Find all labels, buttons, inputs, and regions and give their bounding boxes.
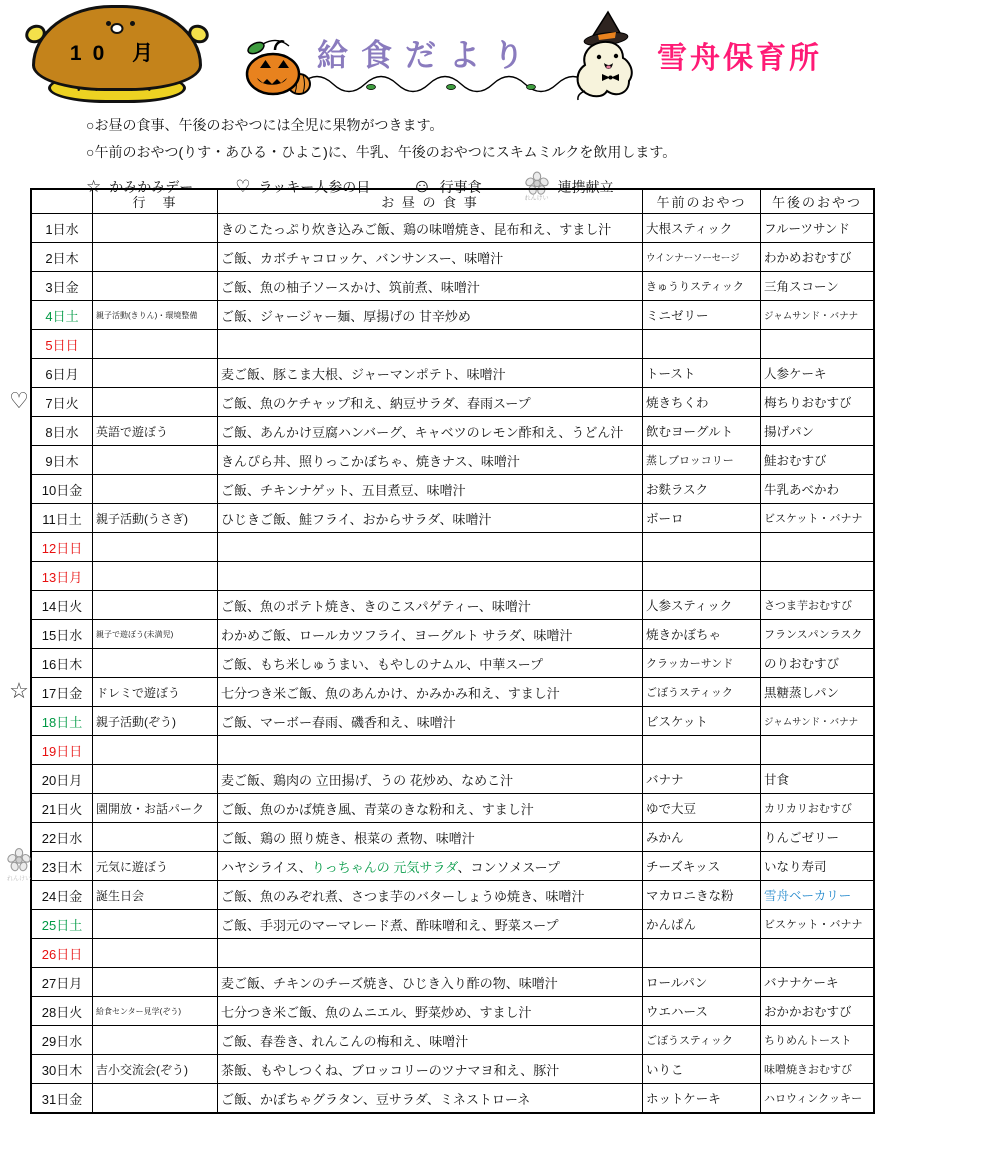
legend-label: かみかみデー xyxy=(109,178,194,195)
pm-snack-cell xyxy=(761,736,875,765)
date-cell: 6日月 xyxy=(31,359,93,388)
event-cell xyxy=(93,736,218,765)
pm-snack-cell: わかめおむすび xyxy=(761,243,875,272)
table-row xyxy=(31,649,874,678)
am-snack-cell: 焼きちくわ xyxy=(643,388,761,417)
heart-marker: ♡ xyxy=(9,387,29,413)
lunch-cell: ご飯、ジャージャー麺、厚揚げの 甘辛炒め xyxy=(218,301,643,330)
date-cell: 12日日 xyxy=(31,533,93,562)
table-row xyxy=(31,736,874,765)
lunch-cell: ご飯、かぼちゃグラタン、豆サラダ、ミネストローネ xyxy=(218,1084,643,1114)
lunch-cell xyxy=(218,562,643,591)
date-cell: 29日水 xyxy=(31,1026,93,1055)
date-cell: 28日火 xyxy=(31,997,93,1026)
lunch-cell: ご飯、魚の柚子ソースかけ、筑前煮、味噌汁 xyxy=(218,272,643,301)
date-cell: 22日水 xyxy=(31,823,93,852)
am-snack-cell xyxy=(643,533,761,562)
event-cell xyxy=(93,388,218,417)
pm-snack-cell: 三角スコーン xyxy=(761,272,875,301)
pm-snack-cell: ビスケット・バナナ xyxy=(761,910,875,939)
lunch-cell: ご飯、手羽元のマーマレード煮、酢味噌和え、野菜スープ xyxy=(218,910,643,939)
lunch-text: 、コンソメスープ xyxy=(457,859,560,875)
am-snack-cell: トースト xyxy=(643,359,761,388)
am-snack-cell xyxy=(643,736,761,765)
date-cell: 9日木 xyxy=(31,446,93,475)
event-cell xyxy=(93,1084,218,1114)
am-snack-cell: ミニゼリー xyxy=(643,301,761,330)
date-cell: 3日金 xyxy=(31,272,93,301)
event-cell xyxy=(93,910,218,939)
pm-snack-cell: ちりめんトースト xyxy=(761,1026,875,1055)
date-cell: 10日金 xyxy=(31,475,93,504)
am-snack-cell: かんぱん xyxy=(643,910,761,939)
month-label: 10 月 xyxy=(69,41,165,65)
am-snack-cell xyxy=(643,562,761,591)
am-snack-cell: チーズキッス xyxy=(643,852,761,881)
am-snack-cell: 蒸しブロッコリー xyxy=(643,446,761,475)
pm-snack-cell: 牛乳あべかわ xyxy=(761,475,875,504)
legend-label: ラッキー人参の日 xyxy=(258,178,371,195)
pm-snack-cell: のりおむすび xyxy=(761,649,875,678)
event-cell xyxy=(93,968,218,997)
pm-snack-cell: 鮭おむすび xyxy=(761,446,875,475)
table-row xyxy=(31,1026,874,1055)
pm-snack-cell: カリカリおむすび xyxy=(761,794,875,823)
pm-snack-cell xyxy=(761,939,875,968)
date-cell: 30日木 xyxy=(31,1055,93,1084)
lunch-cell: ご飯、春巻き、れんこんの梅和え、味噌汁 xyxy=(218,1026,643,1055)
am-snack-cell: お麩ラスク xyxy=(643,475,761,504)
event-cell xyxy=(93,562,218,591)
table-row xyxy=(31,591,874,620)
event-cell xyxy=(93,765,218,794)
date-cell: 31日金 xyxy=(31,1084,93,1114)
date-cell: 25日土 xyxy=(31,910,93,939)
am-snack-cell: ウエハース xyxy=(643,997,761,1026)
table-row xyxy=(31,388,874,417)
am-snack-cell: いりこ xyxy=(643,1055,761,1084)
table-row xyxy=(31,272,874,301)
date-cell: 23日木 xyxy=(31,852,93,881)
event-cell: 園開放・お話パーク xyxy=(93,794,218,823)
lunch-text-highlight: りっちゃんの 元気サラダ xyxy=(311,859,458,875)
pm-snack-cell: フランスパンラスク xyxy=(761,620,875,649)
am-snack-column-header: 午前のおやつ xyxy=(643,189,761,214)
pm-snack-cell: おかかおむすび xyxy=(761,997,875,1026)
pm-snack-cell: さつま芋おむすび xyxy=(761,591,875,620)
event-cell: ドレミで遊ぼう xyxy=(93,678,218,707)
event-cell: 元気に遊ぼう xyxy=(93,852,218,881)
am-snack-cell: バナナ xyxy=(643,765,761,794)
note-line: ○午前のおやつ(りす・あひる・ひよこ)に、牛乳、午後のおやつにスキムミルクを飲用します。 xyxy=(86,144,677,160)
pm-snack-cell: 梅ちりおむすび xyxy=(761,388,875,417)
event-cell xyxy=(93,359,218,388)
event-cell xyxy=(93,591,218,620)
am-snack-cell: クラッカーサンド xyxy=(643,649,761,678)
event-cell xyxy=(93,649,218,678)
am-snack-cell: ごぼうスティック xyxy=(643,678,761,707)
table-row xyxy=(31,620,874,649)
table-row xyxy=(31,475,874,504)
event-cell xyxy=(93,243,218,272)
date-cell: 11日土 xyxy=(31,504,93,533)
event-cell: 給食センター見学(ぞう) xyxy=(93,997,218,1026)
lunch-cell: 七分つき米ご飯、魚のあんかけ、かみかみ和え、すまし汁 xyxy=(218,678,643,707)
header-row xyxy=(31,189,874,214)
lunch-cell: ご飯、魚のポテト焼き、きのこスパゲティー、味噌汁 xyxy=(218,591,643,620)
event-cell xyxy=(93,1026,218,1055)
legend-label: 連携献立 xyxy=(557,178,614,195)
pm-snack-cell: ハロウィンクッキー xyxy=(761,1084,875,1114)
heart-icon: ♡ xyxy=(235,177,251,196)
event-cell: 誕生日会 xyxy=(93,881,218,910)
table-row xyxy=(31,823,874,852)
lunch-cell: ご飯、魚のケチャップ和え、納豆サラダ、春雨スープ xyxy=(218,388,643,417)
newsletter-title: 給食だより xyxy=(317,38,537,73)
event-cell xyxy=(93,272,218,301)
am-snack-cell xyxy=(643,939,761,968)
lunch-cell xyxy=(218,852,643,881)
table-row xyxy=(31,707,874,736)
ghost-icon xyxy=(561,8,643,102)
event-cell xyxy=(93,533,218,562)
event-cell xyxy=(93,475,218,504)
lunch-column-header: お 昼 の 食 事 xyxy=(218,189,643,214)
event-cell: 親子活動(きりん)・環境整備 xyxy=(93,301,218,330)
lunch-text: ハヤシライス、 xyxy=(221,859,312,875)
table-row xyxy=(31,794,874,823)
event-cell xyxy=(93,823,218,852)
pm-snack-cell: バナナケーキ xyxy=(761,968,875,997)
flower-caption: れんけい xyxy=(6,876,31,882)
table-row xyxy=(31,1055,874,1084)
lunch-cell: ご飯、鶏の 照り焼き、根菜の 煮物、味噌汁 xyxy=(218,823,643,852)
event-cell: 親子活動(うさぎ) xyxy=(93,504,218,533)
date-cell: 27日月 xyxy=(31,968,93,997)
lunch-cell: 麦ご飯、鶏肉の 立田揚げ、うの 花炒め、なめこ汁 xyxy=(218,765,643,794)
flower-caption: れんけい xyxy=(524,196,549,202)
date-cell: 2日木 xyxy=(31,243,93,272)
date-column-header xyxy=(31,189,93,214)
date-cell: 17日金 xyxy=(31,678,93,707)
date-cell: 19日日 xyxy=(31,736,93,765)
date-cell: 7日火 xyxy=(31,388,93,417)
table-row xyxy=(31,504,874,533)
lunch-cell: きのこたっぷり炊き込みご飯、鶏の味噌焼き、昆布和え、すまし汁 xyxy=(218,214,643,243)
date-cell: 18日土 xyxy=(31,707,93,736)
am-snack-cell: マカロニきな粉 xyxy=(643,881,761,910)
star-icon: ☆ xyxy=(86,177,102,196)
table-row xyxy=(31,765,874,794)
table-row xyxy=(31,533,874,562)
table-row xyxy=(31,417,874,446)
date-cell: 21日火 xyxy=(31,794,93,823)
pm-snack-cell: 揚げパン xyxy=(761,417,875,446)
title-banner xyxy=(243,8,641,104)
event-cell xyxy=(93,446,218,475)
am-snack-cell: ゆで大豆 xyxy=(643,794,761,823)
am-snack-cell: みかん xyxy=(643,823,761,852)
table-row xyxy=(31,562,874,591)
pm-snack-cell: 味噌焼きおむすび xyxy=(761,1055,875,1084)
am-snack-cell: きゅうりスティック xyxy=(643,272,761,301)
am-snack-cell: 焼きかぼちゃ xyxy=(643,620,761,649)
event-cell xyxy=(93,214,218,243)
event-cell: 親子で遊ぼう(未満児) xyxy=(93,620,218,649)
pm-snack-column-header: 午後のおやつ xyxy=(761,189,875,214)
lunch-cell xyxy=(218,736,643,765)
pm-snack-cell: りんごゼリー xyxy=(761,823,875,852)
menu-table xyxy=(30,188,875,1114)
date-cell: 24日金 xyxy=(31,881,93,910)
date-cell: 1日水 xyxy=(31,214,93,243)
table-row xyxy=(31,359,874,388)
chestnut-eye xyxy=(130,21,135,26)
am-snack-cell: ボーロ xyxy=(643,504,761,533)
table-row xyxy=(31,881,874,910)
date-cell: 14日火 xyxy=(31,591,93,620)
pm-snack-cell xyxy=(761,533,875,562)
am-snack-cell: 大根スティック xyxy=(643,214,761,243)
pm-snack-cell: ジャムサンド・バナナ xyxy=(761,301,875,330)
date-cell: 20日月 xyxy=(31,765,93,794)
month-badge xyxy=(32,5,202,103)
table-row xyxy=(31,852,874,881)
chestnut-illustration xyxy=(32,5,202,91)
lunch-cell: ご飯、あんかけ豆腐ハンバーグ、キャベツのレモン酢和え、うどん汁 xyxy=(218,417,643,446)
pm-snack-cell xyxy=(761,562,875,591)
lunch-cell: 麦ご飯、チキンのチーズ焼き、ひじき入り酢の物、味噌汁 xyxy=(218,968,643,997)
event-cell: 英語で遊ぼう xyxy=(93,417,218,446)
lunch-cell: ご飯、もち米しゅうまい、もやしのナムル、中華スープ xyxy=(218,649,643,678)
flower-marker xyxy=(5,847,33,882)
lunch-cell: ご飯、チキンナゲット、五目煮豆、味噌汁 xyxy=(218,475,643,504)
table-row xyxy=(31,997,874,1026)
table-row xyxy=(31,301,874,330)
event-cell: 親子活動(ぞう) xyxy=(93,707,218,736)
table-row xyxy=(31,939,874,968)
lunch-cell xyxy=(218,330,643,359)
pm-snack-cell: いなり寿司 xyxy=(761,852,875,881)
table-row xyxy=(31,446,874,475)
lunch-cell: ご飯、カボチャコロッケ、バンサンスー、味噌汁 xyxy=(218,243,643,272)
date-cell: 5日日 xyxy=(31,330,93,359)
flower-icon xyxy=(6,847,32,873)
lunch-cell: 茶飯、もやしつくね、ブロッコリーのツナマヨ和え、豚汁 xyxy=(218,1055,643,1084)
lunch-cell: 麦ご飯、豚こま大根、ジャーマンポテト、味噌汁 xyxy=(218,359,643,388)
table-row xyxy=(31,243,874,272)
chestnut-eye xyxy=(106,21,111,26)
table-row xyxy=(31,968,874,997)
am-snack-cell: 人参スティック xyxy=(643,591,761,620)
lunch-cell: ご飯、魚のかば焼き風、青菜のきな粉和え、すまし汁 xyxy=(218,794,643,823)
pm-snack-cell: 人参ケーキ xyxy=(761,359,875,388)
am-snack-cell: ごぼうスティック xyxy=(643,1026,761,1055)
pm-snack-cell: 黒糖蒸しパン xyxy=(761,678,875,707)
lunch-cell: 七分つき米ご飯、魚のムニエル、野菜炒め、すまし汁 xyxy=(218,997,643,1026)
pm-snack-cell: 甘食 xyxy=(761,765,875,794)
lunch-cell: ご飯、マーボー春雨、磯香和え、味噌汁 xyxy=(218,707,643,736)
pm-snack-cell: 雪舟ベーカリー xyxy=(761,881,875,910)
event-cell: 吉小交流会(ぞう) xyxy=(93,1055,218,1084)
event-column-header: 行 事 xyxy=(93,189,218,214)
date-cell: 16日木 xyxy=(31,649,93,678)
pumpkin-icon xyxy=(243,38,313,100)
date-cell: 4日土 xyxy=(31,301,93,330)
table-row xyxy=(31,1084,874,1114)
event-cell xyxy=(93,330,218,359)
date-cell: 15日水 xyxy=(31,620,93,649)
lunch-cell: ご飯、魚のみぞれ煮、さつま芋のバターしょうゆ焼き、味噌汁 xyxy=(218,881,643,910)
event-cell xyxy=(93,939,218,968)
note-line: ○お昼の食事、午後のおやつには全児に果物がつきます。 xyxy=(86,117,444,133)
smiley-icon: ☺ xyxy=(412,176,432,197)
am-snack-cell: 飲むヨーグルト xyxy=(643,417,761,446)
lunch-cell: きんぴら丼、照りっこかぼちゃ、焼きナス、味噌汁 xyxy=(218,446,643,475)
lunch-cell xyxy=(218,533,643,562)
table-row xyxy=(31,214,874,243)
lunch-cell: わかめご飯、ロールカツフライ、ヨーグルト サラダ、味噌汁 xyxy=(218,620,643,649)
star-marker: ☆ xyxy=(9,677,29,703)
school-name: 雪舟保育所 xyxy=(657,42,822,75)
am-snack-cell: ウインナーソーセージ xyxy=(643,243,761,272)
pm-snack-cell: ビスケット・バナナ xyxy=(761,504,875,533)
date-cell: 13日月 xyxy=(31,562,93,591)
lunch-cell: ひじきご飯、鮭フライ、おからサラダ、味噌汁 xyxy=(218,504,643,533)
am-snack-cell: ロールパン xyxy=(643,968,761,997)
pm-snack-cell: ジャムサンド・バナナ xyxy=(761,707,875,736)
am-snack-cell xyxy=(643,330,761,359)
am-snack-cell: ビスケット xyxy=(643,707,761,736)
lunch-cell xyxy=(218,939,643,968)
pm-snack-cell: フルーツサンド xyxy=(761,214,875,243)
date-cell: 26日日 xyxy=(31,939,93,968)
am-snack-cell: ホットケーキ xyxy=(643,1084,761,1114)
table-row xyxy=(31,910,874,939)
table-row xyxy=(31,330,874,359)
table-row xyxy=(31,678,874,707)
chestnut-mouth xyxy=(111,23,124,34)
date-cell: 8日水 xyxy=(31,417,93,446)
pm-snack-cell xyxy=(761,330,875,359)
legend-label: 行事食 xyxy=(439,178,482,195)
